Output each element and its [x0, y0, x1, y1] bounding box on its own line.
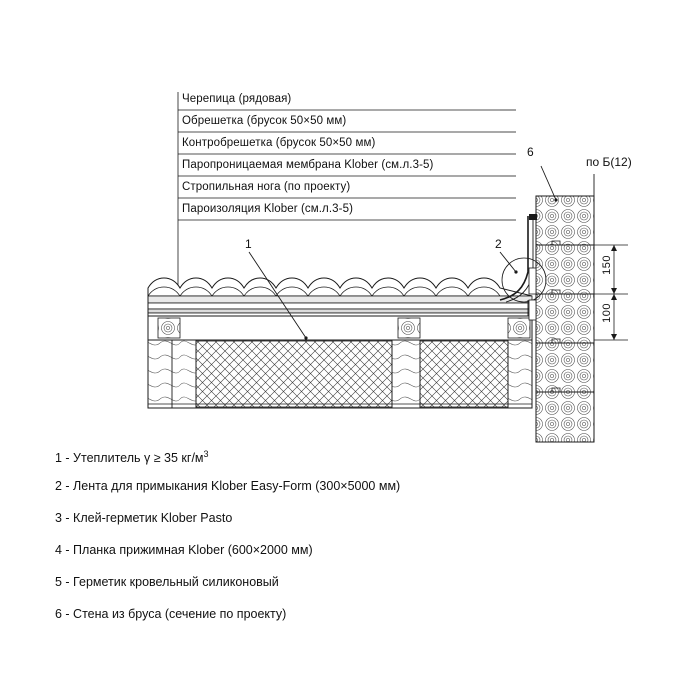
legend-item: 3 - Клей-герметик Klober Pasto — [55, 511, 233, 525]
rafter-row — [148, 316, 532, 340]
legend-item — [55, 438, 655, 470]
roof-tiles — [148, 278, 532, 296]
timber-wall — [536, 196, 594, 442]
marker-1: 1 — [245, 237, 252, 251]
section-label: по Б(12) — [586, 155, 632, 169]
layer-label-batten: Обрешетка (брусок 50×50 мм) — [182, 115, 347, 127]
dimension-100: 100 — [601, 303, 613, 323]
layer-label-vapour-barrier: Пароизоляция Klober (см.л.3-5) — [182, 203, 354, 215]
legend-list — [55, 438, 655, 630]
legend-superscript: 3 — [203, 449, 209, 459]
layer-label-membrane: Паропроницаемая мембрана Klober (см.л.3-5) — [182, 159, 434, 171]
legend-item: 6 - Стена из бруса (сечение по проекту) — [55, 607, 287, 621]
batten-layers — [148, 296, 532, 316]
legend-item: 4 - Планка прижимная Klober (600×2000 мм) — [55, 543, 313, 557]
dimension-150: 150 — [601, 255, 613, 275]
legend-item: 2 - Лента для примыкания Klober Easy-Form (300×5000 мм) — [55, 479, 401, 493]
legend-item-text: 1 - Утеплитель γ ≥ 35 кг/м — [55, 451, 204, 466]
marker-2: 2 — [495, 237, 502, 251]
layer-label-tile: Черепица (рядовая) — [182, 93, 292, 105]
layer-label-counter-batten: Контробрешетка (брусок 50×50 мм) — [182, 137, 376, 149]
layer-label-rafter: Стропильная нога (по проекту) — [182, 181, 351, 193]
legend-item: 5 - Герметик кровельный силиконовый — [55, 575, 279, 589]
marker-6: 6 — [527, 145, 534, 159]
